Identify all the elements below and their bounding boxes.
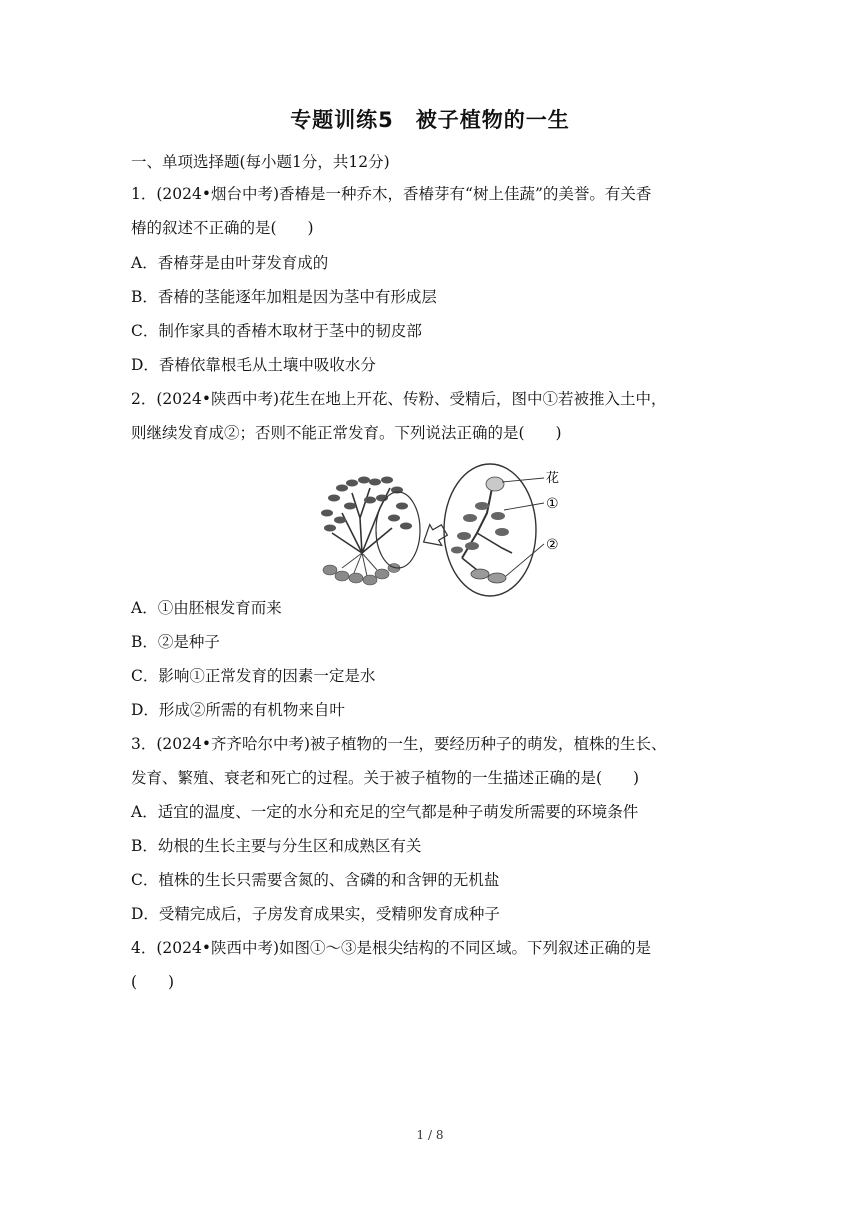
- figure-label-1: ①: [546, 496, 559, 512]
- question-2-stem-line-1: 2．(2024•陕西中考)花生在地上开花、传粉、受精后，图中①若被推入土中，: [131, 390, 667, 408]
- question-3-option-c: C．植株的生长只需要含氮的、含磷的和含钾的无机盐: [131, 871, 500, 889]
- page-number: 1 / 8: [416, 1128, 444, 1142]
- question-3-stem-line-2: 发育、繁殖、衰老和死亡的过程。关于被子植物的一生描述正确的是( ): [131, 769, 640, 787]
- question-3-option-d: D．受精完成后，子房发育成果实，受精卵发育成种子: [131, 905, 500, 923]
- figure-label-2: ②: [546, 537, 559, 553]
- question-1-stem-line-1: 1．(2024•烟台中考)香椿是一种乔木，香椿芽有“树上佳蔬”的美誉。有关香: [131, 185, 652, 203]
- question-4-stem-line-1: 4．(2024•陕西中考)如图①～③是根尖结构的不同区域。下列叙述正确的是: [131, 939, 652, 957]
- question-2-option-a: A．①由胚根发育而来: [131, 599, 282, 617]
- question-1-stem-line-2: 椿的叙述不正确的是( ): [131, 219, 314, 237]
- section-heading: 一、单项选择题(每小题1分，共12分): [131, 153, 390, 171]
- page-title: 专题训练5 被子植物的一生: [290, 108, 570, 132]
- question-2-option-c: C．影响①正常发育的因素一定是水: [131, 667, 376, 685]
- question-2-option-d: D．形成②所需的有机物来自叶: [131, 701, 345, 719]
- question-2-stem-line-2: 则继续发育成②；否则不能正常发育。下列说法正确的是( ): [131, 424, 562, 442]
- peanut-plant-illustration: [321, 477, 420, 586]
- question-3-option-b: B．幼根的生长主要与分生区和成熟区有关: [131, 837, 422, 855]
- question-1-option-d: D．香椿依靠根毛从土壤中吸收水分: [131, 356, 376, 374]
- question-4-stem-line-2: ( ): [131, 973, 175, 991]
- question-3-option-a: A．适宜的温度、一定的水分和充足的空气都是种子萌发所需要的环境条件: [131, 803, 639, 821]
- question-2-option-b: B．②是种子: [131, 633, 220, 651]
- figure-label-flower: 花: [546, 471, 560, 486]
- peanut-plant-figure: [312, 458, 572, 598]
- question-1-option-b: B．香椿的茎能逐年加粗是因为茎中有形成层: [131, 288, 437, 306]
- question-1-option-c: C．制作家具的香椿木取材于茎中的韧皮部: [131, 322, 422, 340]
- question-3-stem-line-1: 3．(2024•齐齐哈尔中考)被子植物的一生，要经历种子的萌发，植株的生长、: [131, 735, 667, 753]
- enlarged-view-illustration: [444, 464, 544, 596]
- question-1-option-a: A．香椿芽是由叶芽发育成的: [131, 254, 329, 272]
